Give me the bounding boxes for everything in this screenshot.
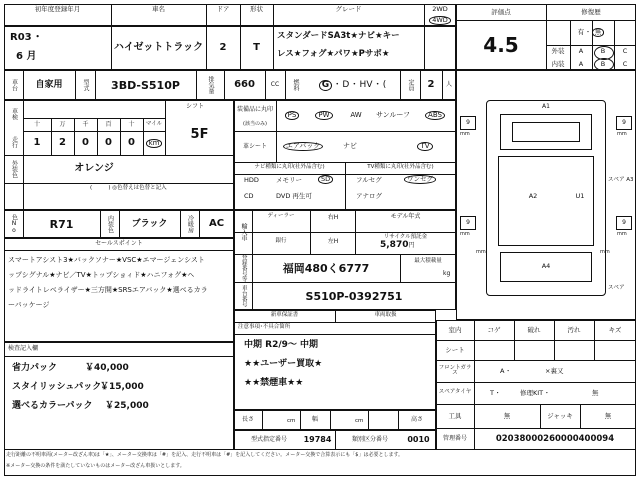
value-reg-number: 福岡480く6777 [282, 261, 370, 275]
value-capacity: 2 [427, 79, 435, 90]
label-nav-type: ナビ種類に丸印 (社外品含む) [254, 164, 325, 171]
label-vehicle-doc: 車両取扱 [374, 312, 397, 319]
tire-value-rr: 9 [622, 219, 626, 226]
label-recycle-deposit: リサイクル預託金 [383, 233, 428, 240]
label-height: 高さ [410, 416, 423, 423]
label-type: 型式 [82, 79, 89, 91]
label-width: 幅 [311, 416, 318, 423]
spare-tire-t: T ･ [490, 389, 500, 397]
label-interior: 内装 [551, 59, 565, 68]
tire-unit-fl: mm [460, 131, 470, 137]
label-dealer: ディーラー [267, 212, 295, 219]
value-type-designation: 19784 [303, 435, 332, 444]
label-attention: 注意事項･不具合箇所 [238, 324, 291, 330]
label-exterior: 外装 [551, 47, 565, 56]
fuel-selected-g: G [319, 80, 332, 91]
label-repair-history: 修復歴 [581, 7, 601, 16]
label-mileage: 走行 [10, 135, 18, 148]
diagram-label-a2: A2 [528, 191, 538, 200]
equip-sunroof: サンルーフ [375, 110, 411, 119]
label-grade: グレード [335, 5, 362, 14]
nav-memory: メモリー [276, 176, 302, 184]
col-dirt: 汚れ [567, 325, 581, 334]
value-door: 2 [219, 42, 227, 53]
nav-sd: SD [318, 175, 333, 184]
front-glass-a: A ･ [500, 367, 510, 375]
value-type: 3BD-S510P [111, 78, 180, 92]
value-model-name: ハイゼットトラック [113, 42, 204, 53]
footer-line-1: 走行距離の不明車両(メーター改ざん車)は「★」、メーター交換車は「#」を記入、走行不明車は「#」を記入してください。メーター交換で合算表示にも「$」は必要とします。 [6, 452, 404, 458]
value-management-number: 02038000260000400094 [495, 433, 615, 444]
color-change-note: ( ) ◎色替えは色替と記入 [90, 185, 167, 191]
label-aircon: 冷暖房 [186, 215, 194, 233]
mileage-head-1: 万 [59, 120, 66, 128]
tire-value-rl: 9 [466, 219, 470, 226]
label-door: ドア [216, 5, 230, 14]
label-capacity-unit: 人 [445, 81, 452, 88]
value-displacement: 660 [234, 79, 255, 90]
note-line-2: ★★禁煙車★★ [244, 378, 304, 388]
label-mile-unit: マイル [145, 120, 163, 127]
label-displacement: 排気量 [207, 76, 214, 94]
mileage-head-3: 百 [105, 120, 112, 128]
label-equipment-note: (該当のみ) [243, 120, 267, 127]
label-inspection-notes: 検査記入欄 [8, 345, 39, 352]
label-sales-points: セールスポイント [95, 240, 143, 247]
pack-value-0: ￥40,000 [85, 363, 129, 373]
tv-analog: アナログ [356, 192, 382, 200]
value-first-reg-year: R03 ･ [10, 32, 41, 43]
repair-yes: 有 ･ [577, 28, 590, 37]
label-color-code: 色No [10, 214, 18, 234]
label-chassis-number: 車台番号 [240, 285, 247, 307]
tire-value-fr: 9 [622, 119, 626, 126]
spare-label-top: スペア A3 [608, 177, 634, 183]
exterior-grade-c: C [622, 47, 628, 56]
label-class-number: 類別区分番号 [351, 436, 388, 443]
spare-tire-kit: 修理KIT ･ [520, 389, 549, 397]
col-scratch: キズ [608, 325, 622, 334]
label-tv-type: TV種類に丸印 (社外品含む) [367, 164, 434, 171]
value-color-code: R71 [49, 217, 74, 231]
label-management-number: 管理番号 [442, 435, 467, 442]
label-type-designation: 型式指定番号 [250, 436, 287, 443]
mileage-digit-3: 0 [105, 137, 112, 148]
label-max-load: 最大積載量 [414, 257, 442, 264]
nav-cd: CD [244, 192, 254, 200]
label-4wd [424, 15, 456, 26]
pack-value-1: ￥15,000 [100, 382, 144, 392]
col-burn: コゲ [487, 325, 501, 334]
value-recycle-deposit: 5,870円 [380, 240, 415, 250]
tire-unit-rr: mm [617, 231, 627, 237]
value-class-number: 0010 [407, 435, 430, 444]
label-shape: 形状 [250, 5, 263, 14]
spare-label-bottom: スペア [608, 285, 625, 291]
sales-line-3: ーパッケージ [8, 301, 50, 309]
mileage-unit-km: km [143, 131, 165, 155]
label-2wd: 2WD [432, 5, 448, 14]
pack-label-1: スタイリッシュパック [12, 382, 102, 392]
label-right-hand: 右H [327, 213, 339, 221]
front-glass-x: ×裏又 [545, 367, 564, 375]
equip-navi: ナビ [343, 141, 357, 150]
tire-value-fl: 9 [466, 119, 470, 126]
label-max-load-unit: kg [443, 270, 451, 277]
label-reg-number: 登録番号等 [240, 254, 247, 282]
mileage-digit-2: 0 [82, 137, 89, 148]
label-cc: CC [270, 81, 280, 88]
label-equipment: 装備品に丸印 [236, 106, 273, 114]
tire-unit-rl: mm [460, 231, 470, 237]
label-fuel: 燃料 [292, 79, 299, 91]
equip-abs: ABS [420, 104, 450, 126]
equip-tv: TV [410, 134, 440, 158]
pack-label-2: 選べるカラーパック [12, 401, 93, 411]
value-interior-color: ブラック [131, 218, 168, 229]
label-first-reg: 初年度登録年月 [34, 5, 81, 14]
value-grade-1: スタンダードSA3t★ナビ★キー [277, 31, 400, 41]
label-tools: 工具 [448, 411, 462, 420]
label-bank: 銀行 [275, 237, 287, 244]
value-grade-2: レス★フォグ★パワ★Pサポ★ [277, 49, 390, 59]
tire-unit-fr: mm [617, 131, 627, 137]
value-shift: 5F [190, 126, 209, 142]
label-rating: 評価点 [491, 7, 511, 16]
tv-fullseg: フルセグ [356, 176, 382, 184]
value-tools: 無 [503, 411, 511, 420]
label-interior-color: 内装色 [106, 215, 114, 233]
fuel-options: G ･ D ･ HV ･ ( [305, 70, 400, 100]
label-usage: 車台 [10, 79, 18, 91]
tv-oneseg: ワンセグ [404, 175, 436, 184]
nav-hdd: HDD [244, 176, 259, 184]
equip-pw: PW [312, 104, 336, 126]
label-exterior-color: 外装色 [10, 160, 18, 178]
equip-aw: AW [350, 110, 362, 119]
label-import: 輸入車 [240, 223, 247, 241]
spare-tire-none: 無 [592, 389, 599, 397]
label-leather-seat: 革シート [242, 142, 267, 150]
exterior-grade-a: A [578, 47, 584, 56]
note-line-0: 中期 R2/9～ 中期 [244, 340, 319, 350]
equip-ps: PS [280, 104, 304, 126]
note-line-1: ★★ユーザー買取★ [244, 359, 323, 369]
label-new-warranty: 新車保証書 [270, 312, 299, 319]
inspection-block [4, 342, 234, 450]
label-jack: ジャッキ [547, 411, 573, 420]
diagram-label-a4: A4 [541, 261, 551, 270]
vehicle-windshield [512, 122, 580, 142]
unit-length: cm [287, 418, 296, 424]
value-chassis-number: S510P-0392751 [305, 289, 403, 303]
drive-selected-4wd: 4WD [429, 16, 451, 25]
footer-line-2: ※メーター交換の条件を満たしていないものはメーター改ざん車扱いとします。 [6, 463, 185, 469]
unit-width: cm [355, 418, 364, 424]
repair-no-selected: 無 [592, 28, 605, 37]
label-front-glass: フロントガラス [438, 364, 472, 376]
label-spare-tire: スペアタイヤ [438, 389, 472, 396]
sales-line-1: ップシグナル★ナビ／TV★トップショィド★ハニフォグ★ヘ [8, 271, 195, 279]
mileage-head-4: 十 [128, 120, 135, 128]
label-interior-condition: 室内 [448, 325, 462, 334]
interior-grade-b: B [600, 59, 606, 68]
label-model-name: 車名 [152, 5, 165, 14]
pack-value-2: ￥25,000 [105, 401, 149, 411]
label-length: 長さ [241, 416, 254, 423]
interior-grade-a: A [578, 59, 584, 68]
tire-unit-extra-1: mm [476, 249, 486, 255]
mileage-head-0: 十 [33, 120, 40, 128]
mileage-head-2: 千 [82, 120, 89, 128]
interior-grade-c: C [622, 59, 628, 68]
mileage-digit-4: 0 [128, 137, 135, 148]
label-capacity: 定員 [407, 79, 414, 91]
label-model-year: モデル年式 [390, 213, 421, 220]
sales-line-2: ッドライトレベライザー★三方開★SRSエアバック★選べるカラ [8, 286, 208, 294]
value-aircon: AC [208, 218, 225, 229]
value-first-reg-month: 6 月 [16, 51, 37, 62]
label-left-hand: 左H [327, 237, 339, 245]
nav-dvd: DVD 再生可 [276, 192, 312, 200]
diagram-label-u1: U1 [575, 191, 585, 200]
label-seat-condition: シート [445, 345, 465, 354]
value-shape: T [253, 42, 260, 53]
diagram-label-a1: A1 [542, 103, 550, 110]
label-inspection: 車検 [10, 108, 18, 120]
mileage-digit-1: 2 [59, 137, 66, 148]
value-rating: 4.5 [483, 33, 519, 57]
value-exterior-color: オレンジ [74, 163, 114, 174]
sales-line-0: スマートアシスト3★バックソナー★VSC★エマージェンシスト [8, 256, 205, 264]
mileage-digit-0: 1 [33, 137, 41, 148]
value-usage: 自家用 [35, 79, 63, 90]
value-jack: 無 [604, 411, 612, 420]
repair-history-options [546, 20, 636, 45]
tire-unit-extra-2: mm [600, 249, 610, 255]
equip-airbag: エアバック [280, 134, 326, 158]
label-shift: シフト [186, 103, 205, 110]
exterior-grade-b: B [600, 47, 606, 56]
col-tear: 破れ [527, 325, 541, 334]
pack-label-0: 省力パック [12, 363, 58, 373]
